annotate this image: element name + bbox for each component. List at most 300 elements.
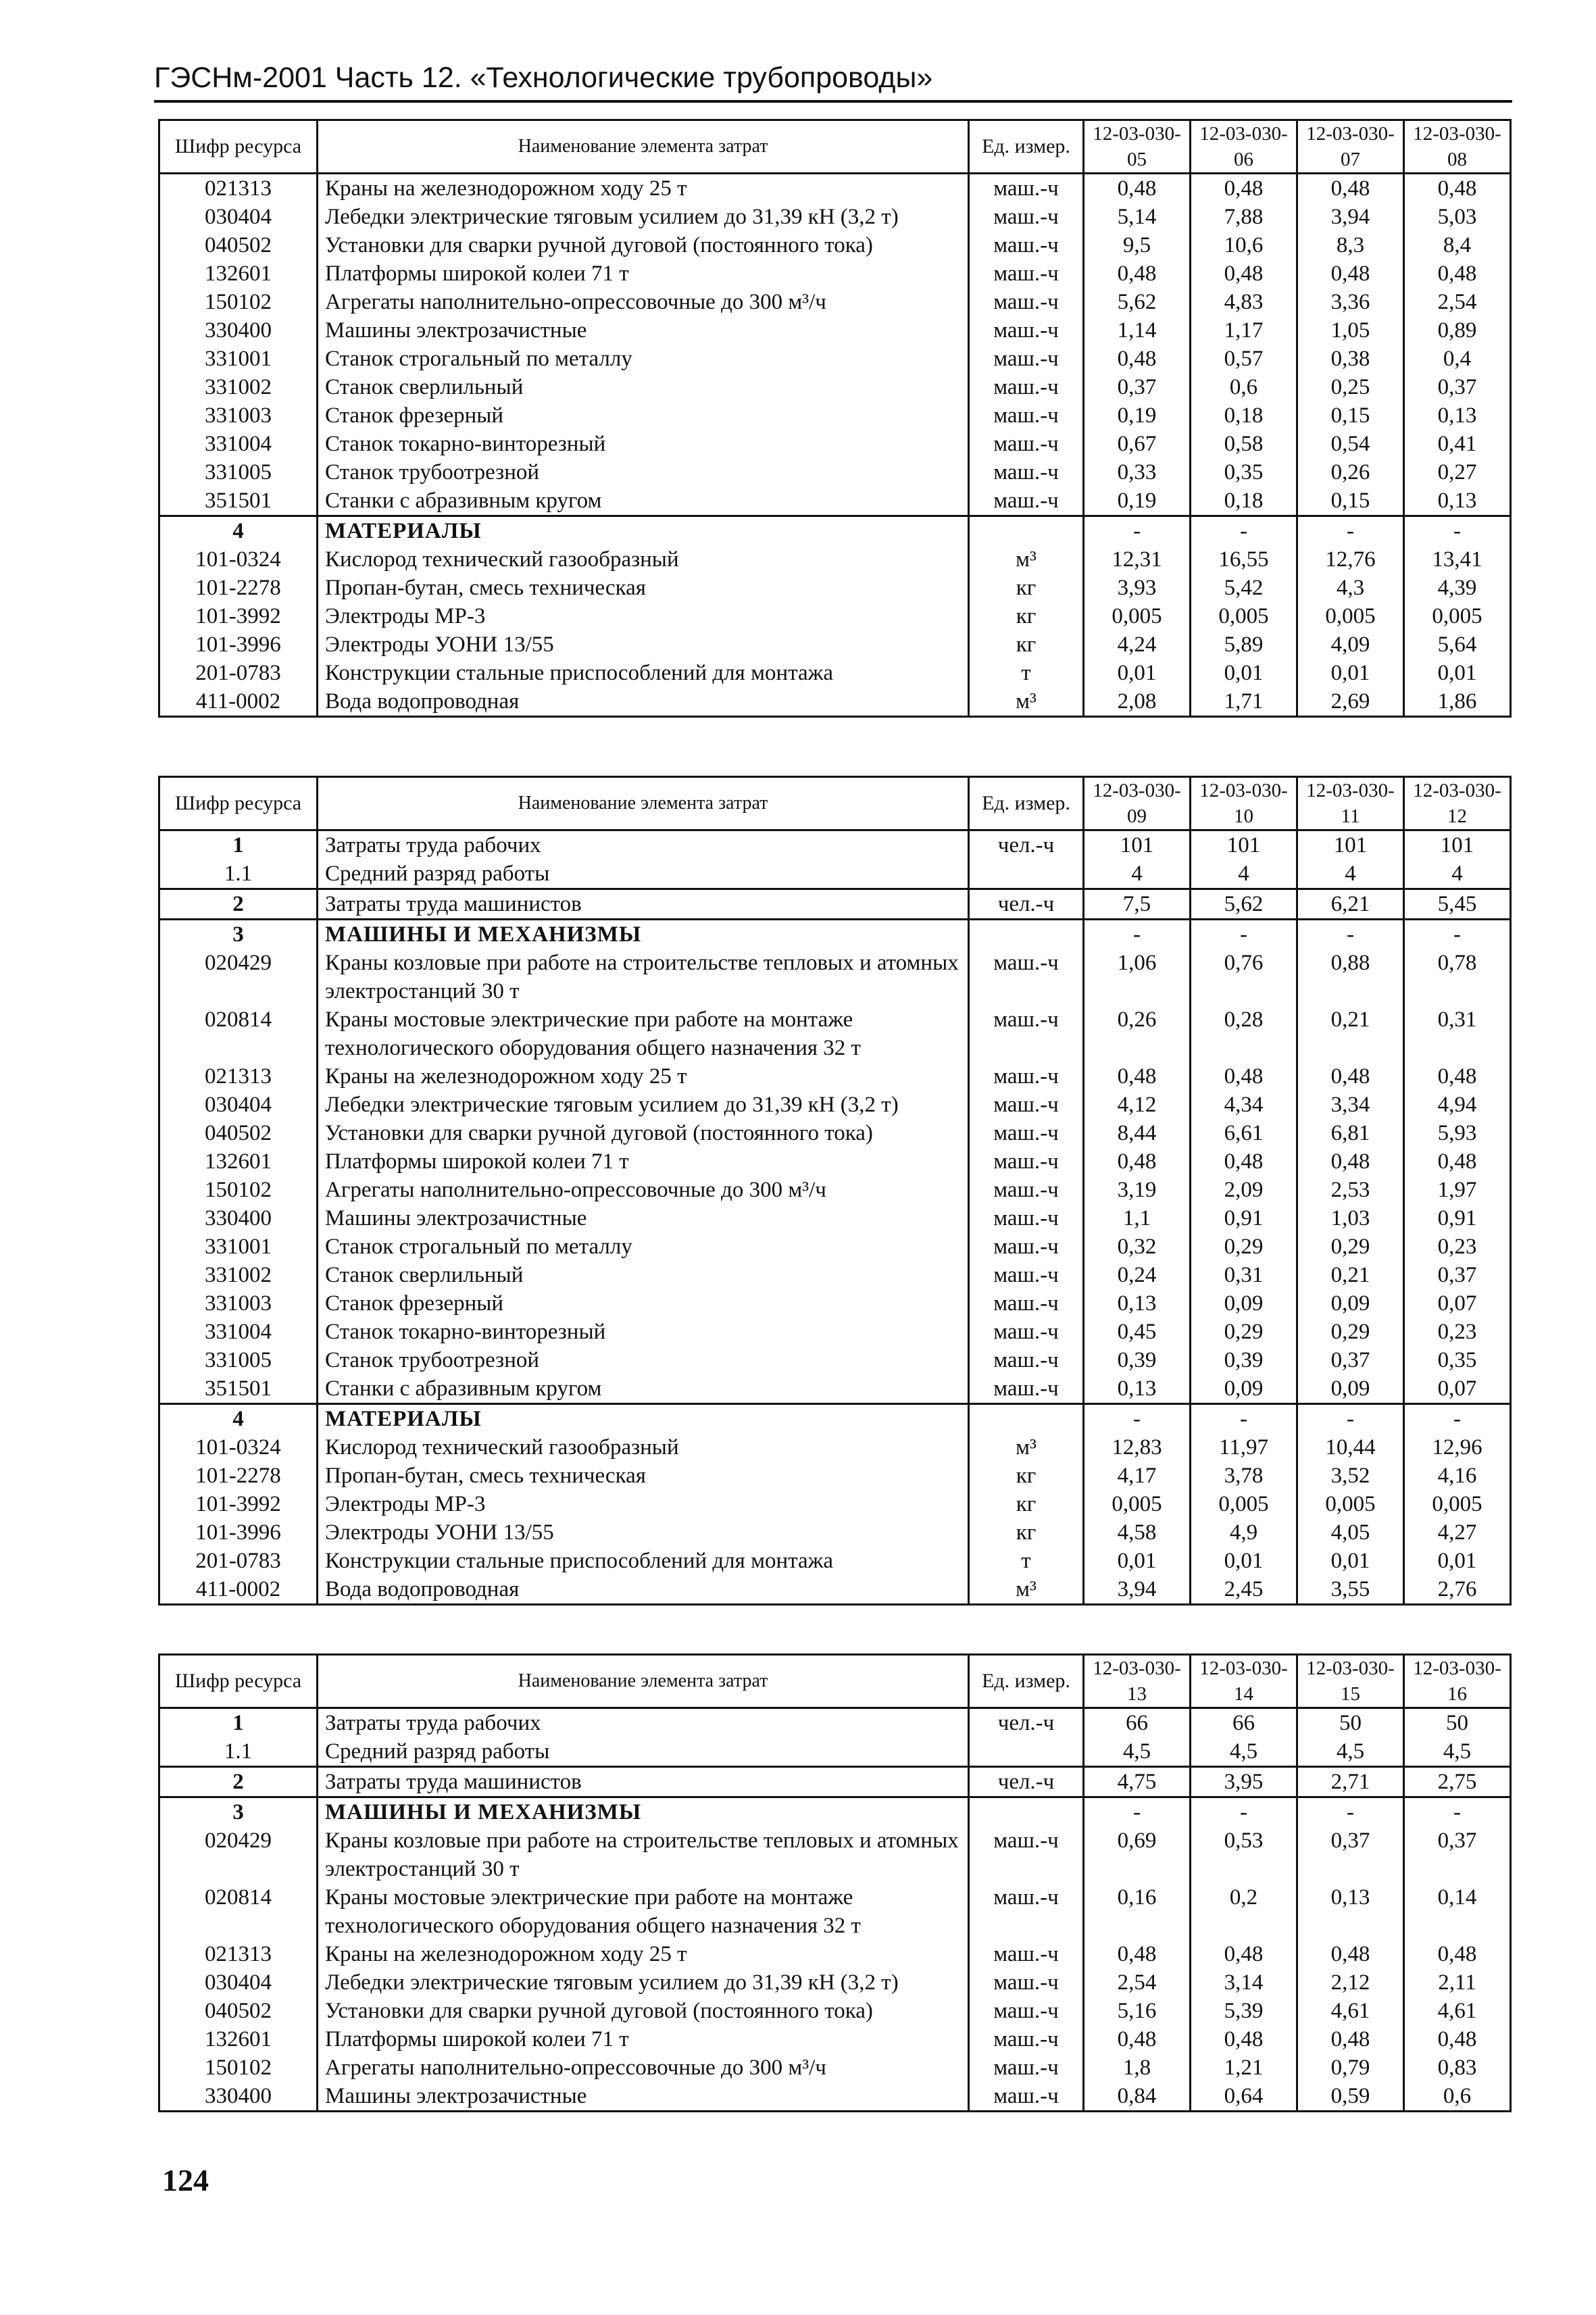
resource-value: 0,01: [1191, 1547, 1297, 1575]
resource-value: 0,58: [1191, 430, 1297, 458]
resource-code: 132601: [159, 2025, 318, 2053]
resource-value: 0,18: [1191, 401, 1297, 430]
resource-code: 331005: [159, 1346, 318, 1374]
resource-value: -: [1084, 516, 1191, 546]
resource-value: 8,44: [1084, 1119, 1191, 1147]
resource-value: 0,005: [1084, 602, 1191, 630]
resource-value: 0,48: [1084, 1147, 1191, 1176]
resource-value: 4,27: [1404, 1518, 1511, 1547]
resource-value: 101: [1297, 830, 1404, 860]
resource-code: 040502: [159, 231, 318, 259]
resource-value: 6,81: [1297, 1119, 1404, 1147]
resource-value: 0,91: [1404, 1204, 1511, 1233]
page-header: ГЭСНм-2001 Часть 12. «Технологические трубопроводы»: [154, 55, 1512, 103]
resource-code: 3: [159, 1797, 318, 1827]
header-norm-code: 12-03-030-07: [1297, 120, 1404, 174]
header-norm-code: 12-03-030-13: [1084, 1655, 1191, 1708]
table-row: [159, 1767, 1511, 1797]
header-norm-code: 12-03-030-12: [1404, 777, 1511, 830]
resource-value: 7,88: [1191, 203, 1297, 231]
resource-value: 0,33: [1084, 458, 1191, 487]
header-unit: Ед. измер.: [969, 120, 1084, 174]
resource-value: -: [1084, 1797, 1191, 1827]
table-row: [159, 203, 1511, 231]
resource-value: -: [1297, 1797, 1404, 1827]
resource-value: 101: [1191, 830, 1297, 860]
resource-value: 1,71: [1191, 687, 1297, 717]
header-norm-code: 12-03-030-09: [1084, 777, 1191, 830]
resource-name: Станок строгальный по металлу: [318, 1233, 969, 1261]
resource-name: МАШИНЫ И МЕХАНИЗМЫ: [318, 920, 969, 949]
resource-value: 0,48: [1297, 259, 1404, 288]
resource-value: 0,48: [1297, 1062, 1404, 1091]
resource-value: 0,01: [1297, 659, 1404, 687]
resource-name: Краны мостовые электрические при работе на монтаже технологического оборудования общего назначения 32 т: [318, 1005, 969, 1062]
table-row: [159, 630, 1511, 659]
resource-unit: маш.-ч: [969, 487, 1084, 516]
table-row: [159, 231, 1511, 259]
table-row: [159, 345, 1511, 373]
resource-unit: т: [969, 1547, 1084, 1575]
resource-value: 0,91: [1191, 1204, 1297, 1233]
resource-value: 1,03: [1297, 1204, 1404, 1233]
resource-code: 1.1: [159, 1737, 318, 1767]
resource-value: 4,05: [1297, 1518, 1404, 1547]
resource-name: Средний разряд работы: [318, 1737, 969, 1767]
resource-name: Затраты труда машинистов: [318, 1767, 969, 1797]
resource-unit: кг: [969, 630, 1084, 659]
resource-code: 040502: [159, 1997, 318, 2025]
table-row: [159, 1318, 1511, 1346]
table-row: [159, 889, 1511, 920]
table-row: [159, 830, 1511, 860]
resource-value: 8,3: [1297, 231, 1404, 259]
resource-value: 0,64: [1191, 2082, 1297, 2112]
resource-code: 4: [159, 516, 318, 546]
resource-value: 4,5: [1297, 1737, 1404, 1767]
table-row: [159, 949, 1511, 1005]
resource-value: -: [1191, 1404, 1297, 1434]
resource-value: 0,48: [1191, 1940, 1297, 1968]
resource-code: 030404: [159, 203, 318, 231]
resource-name: Станок строгальный по металлу: [318, 345, 969, 373]
resource-value: 0,39: [1191, 1346, 1297, 1374]
resource-value: -: [1404, 920, 1511, 949]
resource-value: 0,29: [1297, 1233, 1404, 1261]
resource-value: 0,29: [1297, 1318, 1404, 1346]
table-row: [159, 1176, 1511, 1204]
resource-value: 0,48: [1297, 174, 1404, 203]
resource-value: 0,09: [1297, 1374, 1404, 1404]
resource-name: Машины электрозачистные: [318, 316, 969, 345]
resource-value: -: [1404, 1797, 1511, 1827]
resource-name: Машины электрозачистные: [318, 2082, 969, 2112]
resource-value: 0,37: [1404, 1261, 1511, 1289]
resource-name: Платформы широкой колеи 71 т: [318, 259, 969, 288]
resource-name: Кислород технический газообразный: [318, 545, 969, 574]
resource-code: 411-0002: [159, 1575, 318, 1605]
resource-value: 0,76: [1191, 949, 1297, 1005]
resource-value: 0,35: [1191, 458, 1297, 487]
resource-code: 201-0783: [159, 659, 318, 687]
resource-value: 2,08: [1084, 687, 1191, 717]
resource-value: 0,35: [1404, 1346, 1511, 1374]
resource-value: 1,86: [1404, 687, 1511, 717]
resource-value: 0,48: [1297, 2025, 1404, 2053]
resource-name: Лебедки электрические тяговым усилием до 31,39 кН (3,2 т): [318, 1968, 969, 1997]
resource-value: 3,95: [1191, 1767, 1297, 1797]
resource-value: 0,38: [1297, 345, 1404, 373]
resource-code: 021313: [159, 174, 318, 203]
resource-value: 8,4: [1404, 231, 1511, 259]
resource-value: 11,97: [1191, 1433, 1297, 1462]
resource-name: Станок трубоотрезной: [318, 1346, 969, 1374]
resource-unit: маш.-ч: [969, 1968, 1084, 1997]
resource-code: 020429: [159, 1826, 318, 1883]
resource-name: Электроды МР-3: [318, 1490, 969, 1518]
resource-unit: маш.-ч: [969, 345, 1084, 373]
resource-code: 351501: [159, 1374, 318, 1404]
resource-value: 3,34: [1297, 1091, 1404, 1119]
table-row: [159, 1374, 1511, 1404]
resource-value: 0,48: [1191, 1147, 1297, 1176]
resource-name: Станок токарно-винторезный: [318, 430, 969, 458]
resource-value: 3,93: [1084, 574, 1191, 602]
section-row: [159, 516, 1511, 546]
resource-code: 1.1: [159, 860, 318, 889]
resource-unit: чел.-ч: [969, 1708, 1084, 1738]
table-row: [159, 1005, 1511, 1062]
resource-value: 0,21: [1297, 1005, 1404, 1062]
resource-value: -: [1404, 516, 1511, 546]
resource-name: МАШИНЫ И МЕХАНИЗМЫ: [318, 1797, 969, 1827]
resource-name: Краны на железнодорожном ходу 25 т: [318, 174, 969, 203]
resource-unit: м³: [969, 1575, 1084, 1605]
resource-name: Кислород технический газообразный: [318, 1433, 969, 1462]
resource-value: 13,41: [1404, 545, 1511, 574]
resource-name: Конструкции стальные приспособлений для монтажа: [318, 659, 969, 687]
resource-value: 0,48: [1084, 2025, 1191, 2053]
resource-code: 3: [159, 920, 318, 949]
resource-unit: кг: [969, 1462, 1084, 1490]
resource-unit: маш.-ч: [969, 401, 1084, 430]
table-row: [159, 1737, 1511, 1767]
table-row: [159, 1575, 1511, 1605]
resource-value: 5,64: [1404, 630, 1511, 659]
table-row: [159, 2082, 1511, 2112]
table-row: [159, 1462, 1511, 1490]
resource-code: 331004: [159, 1318, 318, 1346]
resource-unit: [969, 1797, 1084, 1827]
resource-code: 101-2278: [159, 1462, 318, 1490]
resource-value: 0,15: [1297, 401, 1404, 430]
resource-value: 1,17: [1191, 316, 1297, 345]
table-row: [159, 602, 1511, 630]
resource-unit: маш.-ч: [969, 259, 1084, 288]
resource-value: 4,17: [1084, 1462, 1191, 1490]
resource-value: 101: [1404, 830, 1511, 860]
resource-value: 0,09: [1297, 1289, 1404, 1318]
resource-value: 2,69: [1297, 687, 1404, 717]
resource-value: 0,25: [1297, 373, 1404, 401]
resource-unit: маш.-ч: [969, 2025, 1084, 2053]
resource-name: Станок фрезерный: [318, 401, 969, 430]
table-header-row: [159, 1655, 1511, 1708]
resource-value: 0,31: [1404, 1005, 1511, 1062]
resource-unit: маш.-ч: [969, 1374, 1084, 1404]
resource-value: 4,12: [1084, 1091, 1191, 1119]
resource-value: 0,16: [1084, 1883, 1191, 1940]
header-code: Шифр ресурса: [159, 1655, 318, 1708]
resource-code: 330400: [159, 1204, 318, 1233]
resource-name: Электроды УОНИ 13/55: [318, 630, 969, 659]
resource-unit: маш.-ч: [969, 1176, 1084, 1204]
resource-value: 3,94: [1297, 203, 1404, 231]
table-row: [159, 288, 1511, 316]
resource-unit: маш.-ч: [969, 1233, 1084, 1261]
resource-unit: маш.-ч: [969, 373, 1084, 401]
resource-unit: маш.-ч: [969, 288, 1084, 316]
table-header-row: [159, 777, 1511, 830]
header-code: Шифр ресурса: [159, 777, 318, 830]
resource-value: 0,6: [1191, 373, 1297, 401]
resource-value: 1,14: [1084, 316, 1191, 345]
table-row: [159, 1346, 1511, 1374]
resource-value: -: [1191, 1797, 1297, 1827]
header-code: Шифр ресурса: [159, 120, 318, 174]
resource-code: 101-0324: [159, 1433, 318, 1462]
resource-name: Платформы широкой колеи 71 т: [318, 1147, 969, 1176]
resource-value: 0,59: [1297, 2082, 1404, 2112]
resource-value: 0,27: [1404, 458, 1511, 487]
resource-code: 330400: [159, 2082, 318, 2112]
table-row: [159, 1826, 1511, 1883]
table-row: [159, 1968, 1511, 1997]
resource-value: 0,24: [1084, 1261, 1191, 1289]
resource-name: Лебедки электрические тяговым усилием до 31,39 кН (3,2 т): [318, 203, 969, 231]
resource-value: 0,21: [1297, 1261, 1404, 1289]
resource-name: Краны козловые при работе на строительстве тепловых и атомных электростанций 30 т: [318, 1826, 969, 1883]
resource-code: 030404: [159, 1091, 318, 1119]
resource-name: Установки для сварки ручной дуговой (постоянного тока): [318, 231, 969, 259]
resource-code: 101-3996: [159, 1518, 318, 1547]
resource-value: 4,24: [1084, 630, 1191, 659]
resource-name: Краны на железнодорожном ходу 25 т: [318, 1940, 969, 1968]
resource-unit: маш.-ч: [969, 203, 1084, 231]
resource-code: 150102: [159, 1176, 318, 1204]
resource-unit: кг: [969, 1490, 1084, 1518]
resource-value: 0,005: [1404, 602, 1511, 630]
table-row: [159, 1997, 1511, 2025]
resource-value: 101: [1084, 830, 1191, 860]
resource-unit: маш.-ч: [969, 1997, 1084, 2025]
header-norm-code: 12-03-030-14: [1191, 1655, 1297, 1708]
resource-value: 3,55: [1297, 1575, 1404, 1605]
resource-value: 12,31: [1084, 545, 1191, 574]
header-norm-code: 12-03-030-10: [1191, 777, 1297, 830]
resource-value: 0,13: [1084, 1289, 1191, 1318]
resource-code: 331005: [159, 458, 318, 487]
resource-code: 330400: [159, 316, 318, 345]
resource-value: 4,39: [1404, 574, 1511, 602]
header-unit: Ед. измер.: [969, 777, 1084, 830]
resource-value: 0,48: [1191, 1062, 1297, 1091]
resource-value: 0,005: [1191, 602, 1297, 630]
resource-value: 3,52: [1297, 1462, 1404, 1490]
resource-value: 0,37: [1404, 373, 1511, 401]
resource-value: 66: [1191, 1708, 1297, 1738]
resource-value: 0,01: [1404, 1547, 1511, 1575]
resource-value: 5,39: [1191, 1997, 1297, 2025]
table-row: [159, 1708, 1511, 1738]
resource-value: 0,48: [1084, 1062, 1191, 1091]
resource-value: 0,48: [1404, 1147, 1511, 1176]
resource-code: 331003: [159, 1289, 318, 1318]
resource-value: 3,78: [1191, 1462, 1297, 1490]
resource-value: 0,69: [1084, 1826, 1191, 1883]
resource-code: 040502: [159, 1119, 318, 1147]
resource-value: 0,4: [1404, 345, 1511, 373]
resource-name: Вода водопроводная: [318, 687, 969, 717]
resource-value: 0,48: [1404, 259, 1511, 288]
resource-name: Станок фрезерный: [318, 1289, 969, 1318]
resource-value: 4,5: [1404, 1737, 1511, 1767]
resource-value: 66: [1084, 1708, 1191, 1738]
resource-name: Лебедки электрические тяговым усилием до 31,39 кН (3,2 т): [318, 1091, 969, 1119]
resource-value: 0,37: [1404, 1826, 1511, 1883]
resource-name: Затраты труда рабочих: [318, 830, 969, 860]
resource-value: -: [1191, 920, 1297, 949]
resource-value: 0,14: [1404, 1883, 1511, 1940]
resource-name: Затраты труда рабочих: [318, 1708, 969, 1738]
resource-unit: [969, 860, 1084, 889]
resource-code: 331004: [159, 430, 318, 458]
resource-value: 4,94: [1404, 1091, 1511, 1119]
resource-name: Установки для сварки ручной дуговой (постоянного тока): [318, 1997, 969, 2025]
resource-value: 0,13: [1297, 1883, 1404, 1940]
resource-value: 2,54: [1084, 1968, 1191, 1997]
resource-value: 0,29: [1191, 1318, 1297, 1346]
resource-unit: [969, 920, 1084, 949]
table-row: [159, 1062, 1511, 1091]
table-row: [159, 1518, 1511, 1547]
table-row: [159, 259, 1511, 288]
resource-value: 2,75: [1404, 1767, 1511, 1797]
resource-name: Пропан-бутан, смесь техническая: [318, 574, 969, 602]
resource-value: 12,96: [1404, 1433, 1511, 1462]
resource-value: 12,76: [1297, 545, 1404, 574]
resource-unit: маш.-ч: [969, 316, 1084, 345]
resource-unit: маш.-ч: [969, 1062, 1084, 1091]
resource-value: 0,23: [1404, 1233, 1511, 1261]
resource-value: 0,005: [1191, 1490, 1297, 1518]
resource-value: 0,31: [1191, 1261, 1297, 1289]
table-row: [159, 2053, 1511, 2082]
table-row: [159, 373, 1511, 401]
resource-value: 0,89: [1404, 316, 1511, 345]
resource-name: Станок токарно-винторезный: [318, 1318, 969, 1346]
resource-code: 331002: [159, 1261, 318, 1289]
resource-value: 4,34: [1191, 1091, 1297, 1119]
table-row: [159, 1091, 1511, 1119]
resource-value: 5,62: [1084, 288, 1191, 316]
table-row: [159, 316, 1511, 345]
resource-value: 5,16: [1084, 1997, 1191, 2025]
table-row: [159, 860, 1511, 889]
resource-name: Конструкции стальные приспособлений для монтажа: [318, 1547, 969, 1575]
resource-value: 0,6: [1404, 2082, 1511, 2112]
resource-name: Машины электрозачистные: [318, 1204, 969, 1233]
resource-value: 0,09: [1191, 1289, 1297, 1318]
resource-value: 0,005: [1297, 1490, 1404, 1518]
resource-value: 0,39: [1084, 1346, 1191, 1374]
table-row: [159, 1147, 1511, 1176]
resource-value: 0,07: [1404, 1289, 1511, 1318]
resource-code: 2: [159, 889, 318, 920]
resource-unit: м³: [969, 1433, 1084, 1462]
resource-value: 0,19: [1084, 487, 1191, 516]
resource-value: -: [1297, 516, 1404, 546]
table-row: [159, 401, 1511, 430]
resource-name: Пропан-бутан, смесь техническая: [318, 1462, 969, 1490]
resource-value: 4,58: [1084, 1518, 1191, 1547]
resource-value: 0,53: [1191, 1826, 1297, 1883]
resource-unit: маш.-ч: [969, 174, 1084, 203]
section-row: [159, 1797, 1511, 1827]
table-row: [159, 487, 1511, 516]
resource-code: 101-3992: [159, 1490, 318, 1518]
resource-name: МАТЕРИАЛЫ: [318, 516, 969, 546]
resource-unit: маш.-ч: [969, 2053, 1084, 2082]
resource-unit: кг: [969, 602, 1084, 630]
resource-value: 0,48: [1404, 2025, 1511, 2053]
resource-value: 1,1: [1084, 1204, 1191, 1233]
resource-value: 0,32: [1084, 1233, 1191, 1261]
resource-unit: м³: [969, 545, 1084, 574]
resource-unit: чел.-ч: [969, 889, 1084, 920]
header-norm-code: 12-03-030-16: [1404, 1655, 1511, 1708]
resource-value: 4: [1404, 860, 1511, 889]
resource-value: 4,61: [1404, 1997, 1511, 2025]
resource-value: 0,18: [1191, 487, 1297, 516]
resource-value: 0,29: [1191, 1233, 1297, 1261]
resource-value: 5,45: [1404, 889, 1511, 920]
header-norm-code: 12-03-030-05: [1084, 120, 1191, 174]
resource-unit: чел.-ч: [969, 1767, 1084, 1797]
resource-value: 0,48: [1404, 1940, 1511, 1968]
resource-code: 331003: [159, 401, 318, 430]
header-norm-code: 12-03-030-11: [1297, 777, 1404, 830]
resource-value: 4,5: [1084, 1737, 1191, 1767]
table-row: [159, 1940, 1511, 1968]
resource-name: МАТЕРИАЛЫ: [318, 1404, 969, 1434]
resource-value: 0,13: [1404, 487, 1511, 516]
resource-code: 331001: [159, 345, 318, 373]
resource-unit: маш.-ч: [969, 1346, 1084, 1374]
resource-value: 4,75: [1084, 1767, 1191, 1797]
resource-value: 0,48: [1191, 259, 1297, 288]
resource-value: 2,09: [1191, 1176, 1297, 1204]
resource-value: 4: [1084, 860, 1191, 889]
resource-unit: маш.-ч: [969, 1147, 1084, 1176]
resource-code: 030404: [159, 1968, 318, 1997]
resource-code: 101-0324: [159, 545, 318, 574]
estimate-table-2: [158, 776, 1512, 1605]
resource-value: 0,23: [1404, 1318, 1511, 1346]
resource-value: 0,41: [1404, 430, 1511, 458]
resource-unit: маш.-ч: [969, 1119, 1084, 1147]
resource-name: Краны мостовые электрические при работе на монтаже технологического оборудования общего назначения 32 т: [318, 1883, 969, 1940]
